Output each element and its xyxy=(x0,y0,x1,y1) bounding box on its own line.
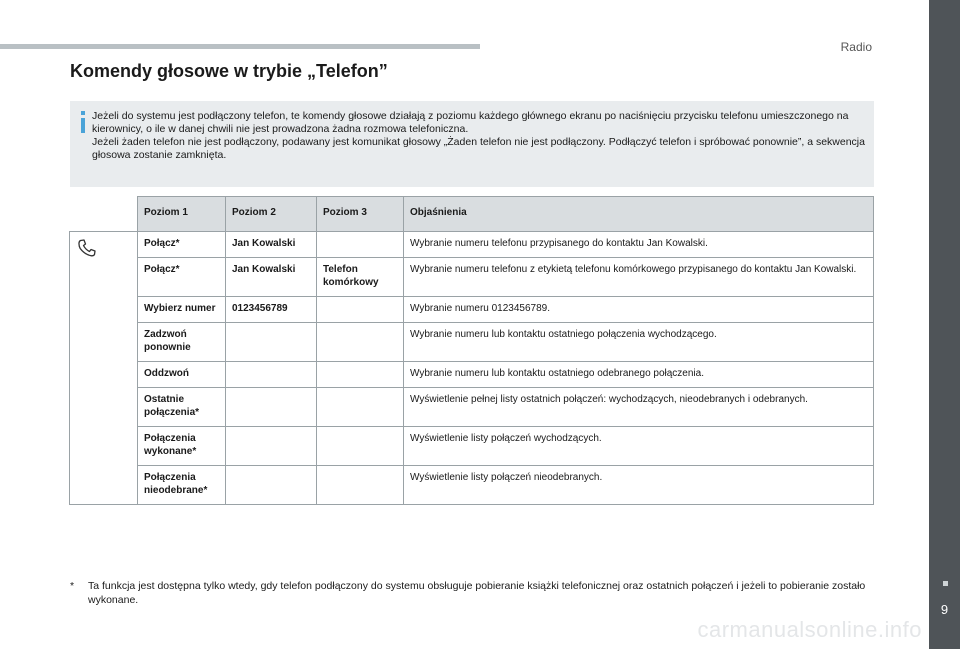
watermark: carmanualsonline.info xyxy=(697,617,922,642)
table-row xyxy=(70,297,874,323)
cell-level1: Połącz* xyxy=(138,258,226,297)
table-row xyxy=(70,427,874,466)
cell-description: Wyświetlenie listy połączeń nieodebranych. xyxy=(404,466,874,505)
table-row xyxy=(70,388,874,427)
table-header-row xyxy=(70,197,874,232)
info-icon xyxy=(78,111,88,133)
table-row xyxy=(70,466,874,505)
cell-level3 xyxy=(317,362,404,388)
cell-level1: Ostatnie połączenia* xyxy=(138,388,226,427)
page-sidebar xyxy=(929,0,960,649)
header-icon-cell xyxy=(70,197,138,232)
column-header-description: Objaśnienia xyxy=(404,197,874,232)
cell-level2 xyxy=(226,362,317,388)
section-label: Radio xyxy=(840,40,872,54)
info-box xyxy=(70,101,874,187)
page-title: Komendy głosowe w trybie „Telefon” xyxy=(70,61,388,81)
cell-level3 xyxy=(317,323,404,362)
cell-description: Wybranie numeru lub kontaktu ostatniego odebranego połączenia. xyxy=(404,362,874,388)
cell-level2: Jan Kowalski xyxy=(226,258,317,297)
cell-level2 xyxy=(226,466,317,505)
table-row xyxy=(70,232,874,258)
column-header-level3: Poziom 3 xyxy=(317,197,404,232)
cell-level1: Połączenia nieodebrane* xyxy=(138,466,226,505)
footnote xyxy=(70,579,870,607)
info-paragraph-2: Jeżeli żaden telefon nie jest podłączony, podawany jest komunikat głosowy „Żaden telefon nie jest podłączony. Podłączyć telefon i spróbować ponownie”, a sekwencja głosowa zostanie zamknięta. xyxy=(92,136,865,161)
cell-level3 xyxy=(317,232,404,258)
cell-description: Wybranie numeru lub kontaktu ostatniego połączenia wychodzącego. xyxy=(404,323,874,362)
footnote-text: Ta funkcja jest dostępna tylko wtedy, gdy telefon podłączony do systemu obsługuje pobieranie książki telefonicznej oraz ostatnich połączeń i jeżeli to pobieranie zostało wykonane. xyxy=(88,580,866,606)
table-row xyxy=(70,323,874,362)
cell-level3: Telefon komórkowy xyxy=(317,258,404,297)
table-row xyxy=(70,362,874,388)
cell-level1: Oddzwoń xyxy=(138,362,226,388)
column-header-level1: Poziom 1 xyxy=(138,197,226,232)
cell-description: Wyświetlenie pełnej listy ostatnich połączeń: wychodzących, nieodebranych i odebranych. xyxy=(404,388,874,427)
cell-description: Wybranie numeru telefonu z etykietą telefonu komórkowego przypisanego do kontaktu Jan Kowalski. xyxy=(404,258,874,297)
page-number: 9 xyxy=(940,602,949,617)
cell-level2 xyxy=(226,323,317,362)
cell-description: Wybranie numeru telefonu przypisanego do kontaktu Jan Kowalski. xyxy=(404,232,874,258)
table-row xyxy=(70,258,874,297)
cell-level2: 0123456789 xyxy=(226,297,317,323)
cell-level1: Połącz* xyxy=(138,232,226,258)
page-marker xyxy=(943,581,948,586)
phone-handset-icon xyxy=(76,237,98,259)
cell-level3 xyxy=(317,466,404,505)
cell-description: Wyświetlenie listy połączeń wychodzących. xyxy=(404,427,874,466)
cell-level1: Zadzwoń ponownie xyxy=(138,323,226,362)
info-paragraph-1: Jeżeli do systemu jest podłączony telefon, te komendy głosowe działają z poziomu każdego głównego ekranu po naciśnięciu przycisku telefonu umieszczonego na kierownicy, o ile w danej chwili nie jest prowadzona żadna rozmowa telefoniczna. xyxy=(92,110,849,135)
column-header-level2: Poziom 2 xyxy=(226,197,317,232)
info-text xyxy=(92,110,872,162)
footnote-marker: * xyxy=(70,580,75,592)
cell-level2 xyxy=(226,388,317,427)
cell-level2 xyxy=(226,427,317,466)
cell-level3 xyxy=(317,388,404,427)
phone-icon-cell xyxy=(70,232,138,505)
cell-level1: Połączenia wykonane* xyxy=(138,427,226,466)
cell-level2: Jan Kowalski xyxy=(226,232,317,258)
cell-level3 xyxy=(317,297,404,323)
header-rule xyxy=(0,44,480,49)
voice-commands-table xyxy=(69,196,874,505)
cell-level3 xyxy=(317,427,404,466)
cell-level1: Wybierz numer xyxy=(138,297,226,323)
cell-description: Wybranie numeru 0123456789. xyxy=(404,297,874,323)
